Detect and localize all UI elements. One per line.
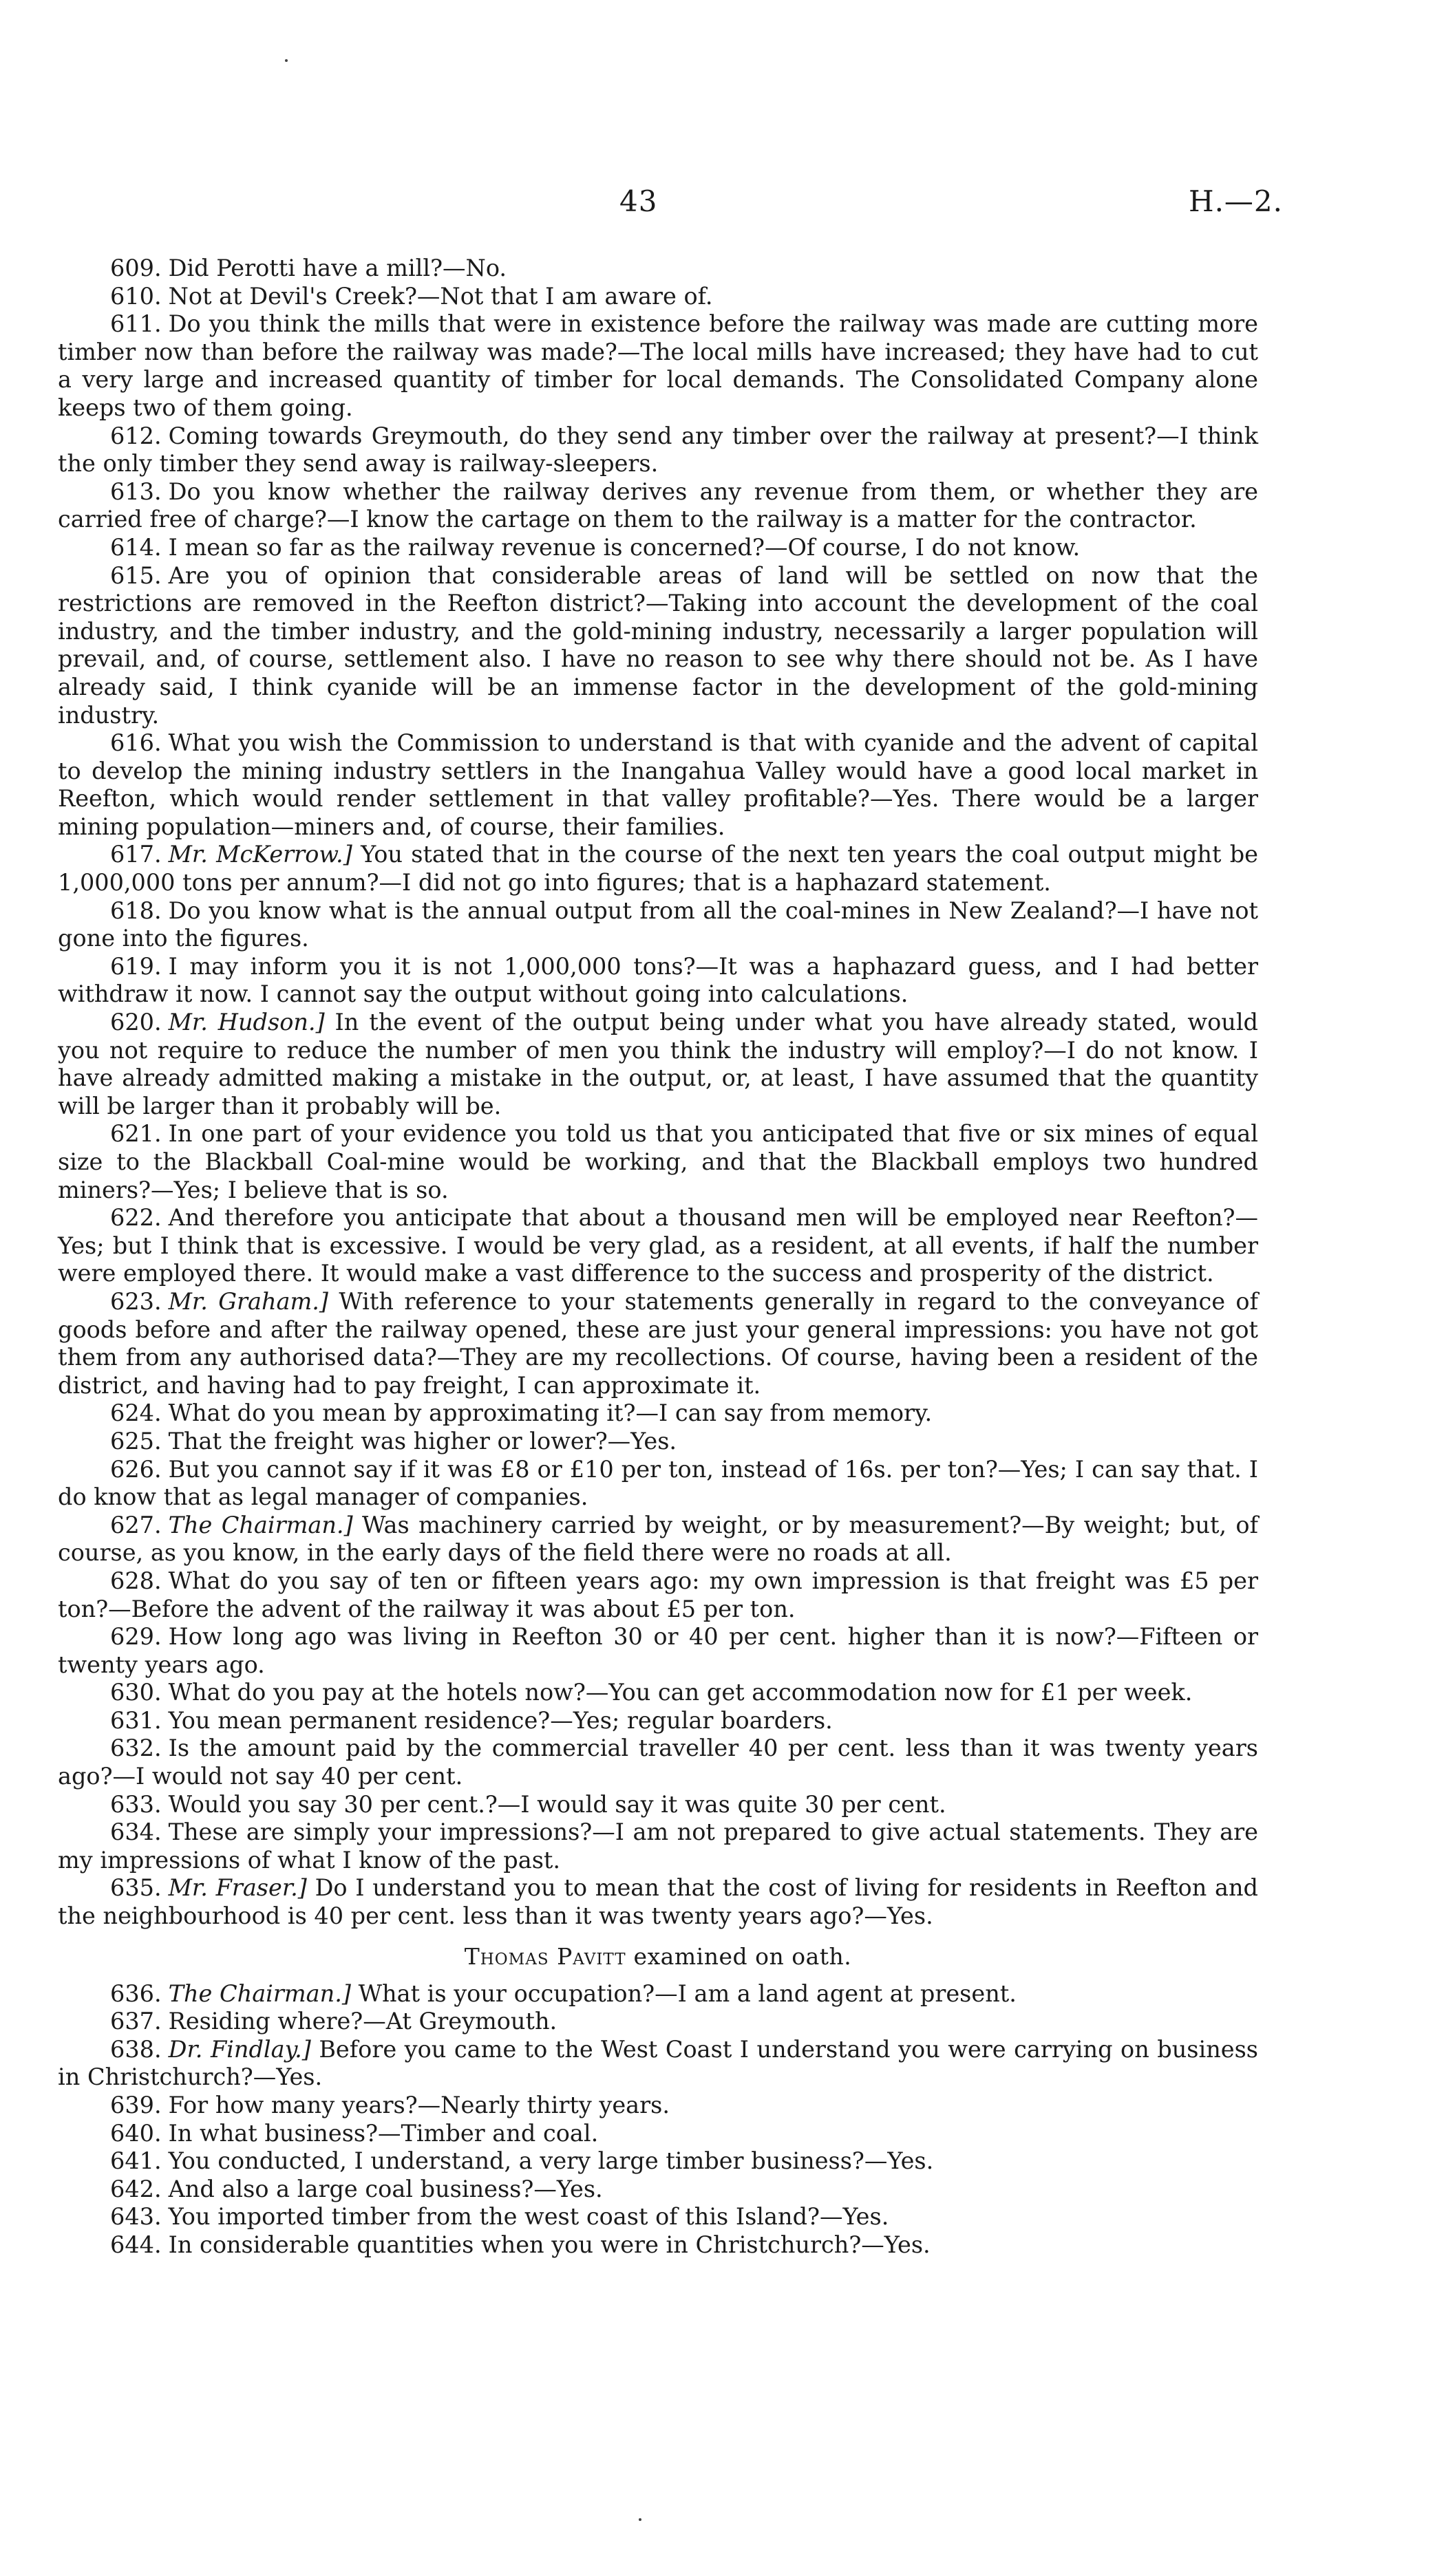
evidence-section-first — [58, 255, 1258, 1931]
question-answer-text: Do you think the mills that were in existence before the railway was made are cutting more timber now than before the railway was made?—The local mills have increased; they have had to cut a very large and increased quantity of timber for local demands. The Consolidated Company alone keeps two of them going. — [58, 310, 1258, 421]
question-answer-text: In considerable quantities when you were in Christchurch?—Yes. — [168, 2231, 931, 2258]
witness-heading-suffix: examined on oath. — [633, 1942, 852, 1970]
question-answer-text: But you cannot say if it was £8 or £10 per ton, instead of 16s. per ton?—Yes; I can say that. I do know that as legal manager of companies. — [58, 1455, 1258, 1511]
question-answer-paragraph — [58, 534, 1258, 562]
question-answer-text: What do you say of ten or fifteen years ago: my own impression is that freight was £5 per ton?—Before the advent of the railway it was about £5 per ton. — [58, 1567, 1258, 1622]
question-number: 623. — [110, 1287, 162, 1315]
question-number: 635. — [110, 1874, 162, 1902]
question-number: 612. — [110, 422, 162, 449]
witness-heading — [58, 1943, 1258, 1971]
speaker-name: The Chairman.] — [168, 1511, 353, 1538]
question-number: 634. — [110, 1818, 162, 1846]
question-answer-paragraph — [58, 1204, 1258, 1288]
question-answer-paragraph — [58, 478, 1258, 534]
question-answer-text: With reference to your statements generally in regard to the conveyance of goods before and after the railway opened, these are just your general impressions: you have not got them from any authorised data?—They are my recollections. Of course, having been a resident of the district, and having had to pay freight, I can approximate it. — [58, 1287, 1258, 1399]
question-number: 632. — [110, 1735, 162, 1762]
question-answer-text: Coming towards Greymouth, do they send any timber over the railway at present?—I think the only timber they send away is railway-sleepers. — [58, 422, 1258, 477]
question-answer-paragraph — [58, 1456, 1258, 1512]
question-answer-text: Do I understand you to mean that the cost of living for residents in Reefton and the neighbourhood is 40 per cent. less than it was twenty years ago?—Yes. — [58, 1874, 1258, 1930]
question-number: 610. — [110, 282, 162, 310]
question-answer-paragraph — [58, 1512, 1258, 1567]
question-answer-text: I may inform you it is not 1,000,000 tons?—It was a haphazard guess, and I had better withdraw it now. I cannot say the output without going into calculations. — [58, 952, 1258, 1008]
question-answer-text: You mean permanent residence?—Yes; regular boarders. — [168, 1706, 833, 1734]
question-answer-text: What do you pay at the hotels now?—You can get accommodation now for £1 per week. — [168, 1679, 1193, 1706]
question-answer-paragraph — [58, 255, 1258, 283]
question-answer-text: And therefore you anticipate that about a thousand men will be employed near Reefton?—Yes; but I think that is excessive. I would be very glad, as a resident, at all events, if half the number were employed there. It would make a vast difference to the success and prosperity of the district. — [58, 1204, 1258, 1287]
question-answer-paragraph — [58, 1735, 1258, 1790]
question-answer-text: Are you of opinion that considerable areas of land will be settled on now that the restrictions are removed in the Reefton district?—Taking into account the development of the coal industry, and the timber industry, and the gold-mining industry, necessarily a larger population will prevail, and, of course, settlement also. I have no reason to see why there should not be. As I have already said, I think cyanide will be an immense factor in the development of the gold-mining industry. — [58, 561, 1258, 729]
question-answer-paragraph — [58, 2120, 1258, 2148]
question-number: 615. — [110, 561, 162, 589]
question-answer-text: What do you mean by approximating it?—I can say from memory. — [168, 1399, 933, 1427]
speaker-name: Dr. Findlay.] — [168, 2035, 311, 2063]
witness-name: Thomas Pavitt — [464, 1942, 626, 1970]
question-answer-paragraph — [58, 2008, 1258, 2036]
question-answer-paragraph — [58, 1567, 1258, 1623]
question-answer-paragraph — [58, 1679, 1258, 1707]
question-answer-text: You imported timber from the west coast of this Island?—Yes. — [168, 2203, 889, 2231]
question-answer-text: Residing where?—At Greymouth. — [168, 2008, 557, 2035]
question-answer-paragraph — [58, 2147, 1258, 2176]
question-answer-text: In what business?—Timber and coal. — [168, 2119, 599, 2147]
page-header — [0, 184, 1455, 226]
question-answer-text: You conducted, I understand, a very large timber business?—Yes. — [168, 2147, 934, 2175]
document-body — [58, 255, 1258, 2260]
question-answer-paragraph — [58, 1707, 1258, 1735]
question-number: 625. — [110, 1427, 162, 1455]
question-number: 641. — [110, 2147, 162, 2175]
question-answer-paragraph — [58, 2231, 1258, 2260]
question-answer-text: These are simply your impressions?—I am not prepared to give actual statements. They are my impressions of what I know of the past. — [58, 1818, 1258, 1874]
question-number: 638. — [110, 2035, 162, 2063]
speaker-name: Mr. Fraser.] — [168, 1874, 307, 1902]
question-answer-paragraph — [58, 1818, 1258, 1874]
question-answer-paragraph — [58, 1980, 1258, 2008]
question-number: 611. — [110, 310, 162, 338]
question-answer-paragraph — [58, 1791, 1258, 1819]
question-answer-text: In one part of your evidence you told us that you anticipated that five or six mines of equal size to the Blackball Coal-mine would be working, and that the Blackball employs two hundred miners?—Yes; I believe that is so. — [58, 1120, 1258, 1203]
question-answer-paragraph — [58, 1009, 1258, 1120]
question-answer-text: Did Perotti have a mill?—No. — [168, 255, 507, 281]
question-answer-paragraph — [58, 1623, 1258, 1679]
question-number: 616. — [110, 729, 162, 757]
question-answer-text: In the event of the output being under what you have already stated, would you not require to reduce the number of men you think the industry will employ?—I do not know. I have already admitted making a mistake in the output, or, at least, I have assumed that the quantity will be larger than it probably will be. — [58, 1009, 1258, 1119]
question-answer-text: You stated that in the course of the next ten years the coal output might be 1,000,000 tons per annum?—I did not go into figures; that is a haphazard statement. — [58, 841, 1258, 897]
scan-speck — [285, 59, 288, 62]
question-number: 630. — [110, 1679, 162, 1706]
question-number: 619. — [110, 952, 162, 980]
speaker-name: Mr. Hudson.] — [168, 1009, 325, 1036]
question-number: 622. — [110, 1204, 162, 1232]
question-number: 644. — [110, 2231, 162, 2258]
speaker-name: The Chairman.] — [168, 1979, 351, 2007]
question-answer-paragraph — [58, 1428, 1258, 1456]
question-answer-text: Would you say 30 per cent.?—I would say it was quite 30 per cent. — [168, 1790, 946, 1818]
scan-speck — [639, 2518, 641, 2521]
question-answer-paragraph — [58, 1399, 1258, 1428]
question-answer-text: Before you came to the West Coast I understand you were carrying on business in Christchurch?—Yes. — [58, 2035, 1258, 2091]
question-answer-paragraph — [58, 841, 1258, 897]
question-number: 631. — [110, 1706, 162, 1734]
question-number: 621. — [110, 1120, 162, 1148]
question-answer-paragraph — [58, 422, 1258, 478]
question-number: 613. — [110, 477, 162, 505]
question-answer-text: For how many years?—Nearly thirty years. — [168, 2092, 670, 2118]
question-number: 618. — [110, 897, 162, 924]
question-answer-paragraph — [58, 2203, 1258, 2231]
question-answer-text: I mean so far as the railway revenue is concerned?—Of course, I do not know. — [168, 533, 1081, 561]
question-number: 639. — [110, 2092, 162, 2118]
question-number: 617. — [110, 841, 162, 868]
question-answer-paragraph — [58, 2092, 1258, 2120]
speaker-name: Mr. Graham.] — [168, 1287, 328, 1315]
question-answer-paragraph — [58, 1874, 1258, 1930]
question-number: 643. — [110, 2203, 162, 2231]
question-answer-paragraph — [58, 1288, 1258, 1399]
question-number: 620. — [110, 1009, 162, 1036]
question-number: 629. — [110, 1623, 162, 1651]
question-answer-text: Was machinery carried by weight, or by measurement?—By weight; but, of course, as you know, in the early days of the field there were no roads at all. — [58, 1511, 1258, 1567]
question-number: 627. — [110, 1511, 162, 1538]
question-number: 642. — [110, 2175, 162, 2202]
question-answer-text: Do you know whether the railway derives any revenue from them, or whether they are carried free of charge?—I know the cartage on them to the railway is a matter for the contractor. — [58, 477, 1258, 533]
question-answer-text: That the freight was higher or lower?—Yes. — [168, 1427, 677, 1455]
question-answer-paragraph — [58, 729, 1258, 841]
question-answer-paragraph — [58, 953, 1258, 1009]
question-answer-paragraph — [58, 562, 1258, 730]
question-answer-text: What is your occupation?—I am a land agent at present. — [358, 1979, 1017, 2007]
question-answer-text: Is the amount paid by the commercial traveller 40 per cent. less than it was twenty years ago?—I would not say 40 per cent. — [58, 1735, 1258, 1790]
question-number: 636. — [110, 1979, 162, 2007]
question-answer-text: How long ago was living in Reefton 30 or 40 per cent. higher than it is now?—Fifteen or twenty years ago. — [58, 1623, 1258, 1678]
question-answer-paragraph — [58, 310, 1258, 422]
evidence-section-second — [58, 1980, 1258, 2260]
document-reference: H.—2. — [1188, 184, 1283, 218]
question-number: 637. — [110, 2008, 162, 2035]
question-number: 624. — [110, 1399, 162, 1427]
question-answer-text: Not at Devil's Creek?—Not that I am aware of. — [168, 282, 713, 310]
question-answer-paragraph — [58, 2036, 1258, 2092]
page-number: 43 — [619, 184, 658, 218]
question-number: 614. — [110, 533, 162, 561]
question-number: 640. — [110, 2119, 162, 2147]
question-number: 628. — [110, 1567, 162, 1594]
question-answer-text: What you wish the Commission to understand is that with cyanide and the advent of capital to develop the mining industry settlers in the Inangahua Valley would have a good local market in Reefton, which would render settlement in that valley profitable?—Yes. There would be a larger mining population—miners and, of course, their families. — [58, 729, 1258, 840]
question-number: 626. — [110, 1455, 162, 1483]
speaker-name: Mr. McKerrow.] — [168, 841, 352, 868]
question-answer-paragraph — [58, 2176, 1258, 2204]
question-number: 633. — [110, 1790, 162, 1818]
question-answer-text: And also a large coal business?—Yes. — [168, 2175, 603, 2202]
question-answer-paragraph — [58, 1120, 1258, 1204]
question-number: 609. — [110, 255, 162, 281]
question-answer-text: Do you know what is the annual output from all the coal-mines in New Zealand?—I have not gone into the figures. — [58, 897, 1258, 952]
question-answer-paragraph — [58, 897, 1258, 953]
question-answer-paragraph — [58, 283, 1258, 311]
